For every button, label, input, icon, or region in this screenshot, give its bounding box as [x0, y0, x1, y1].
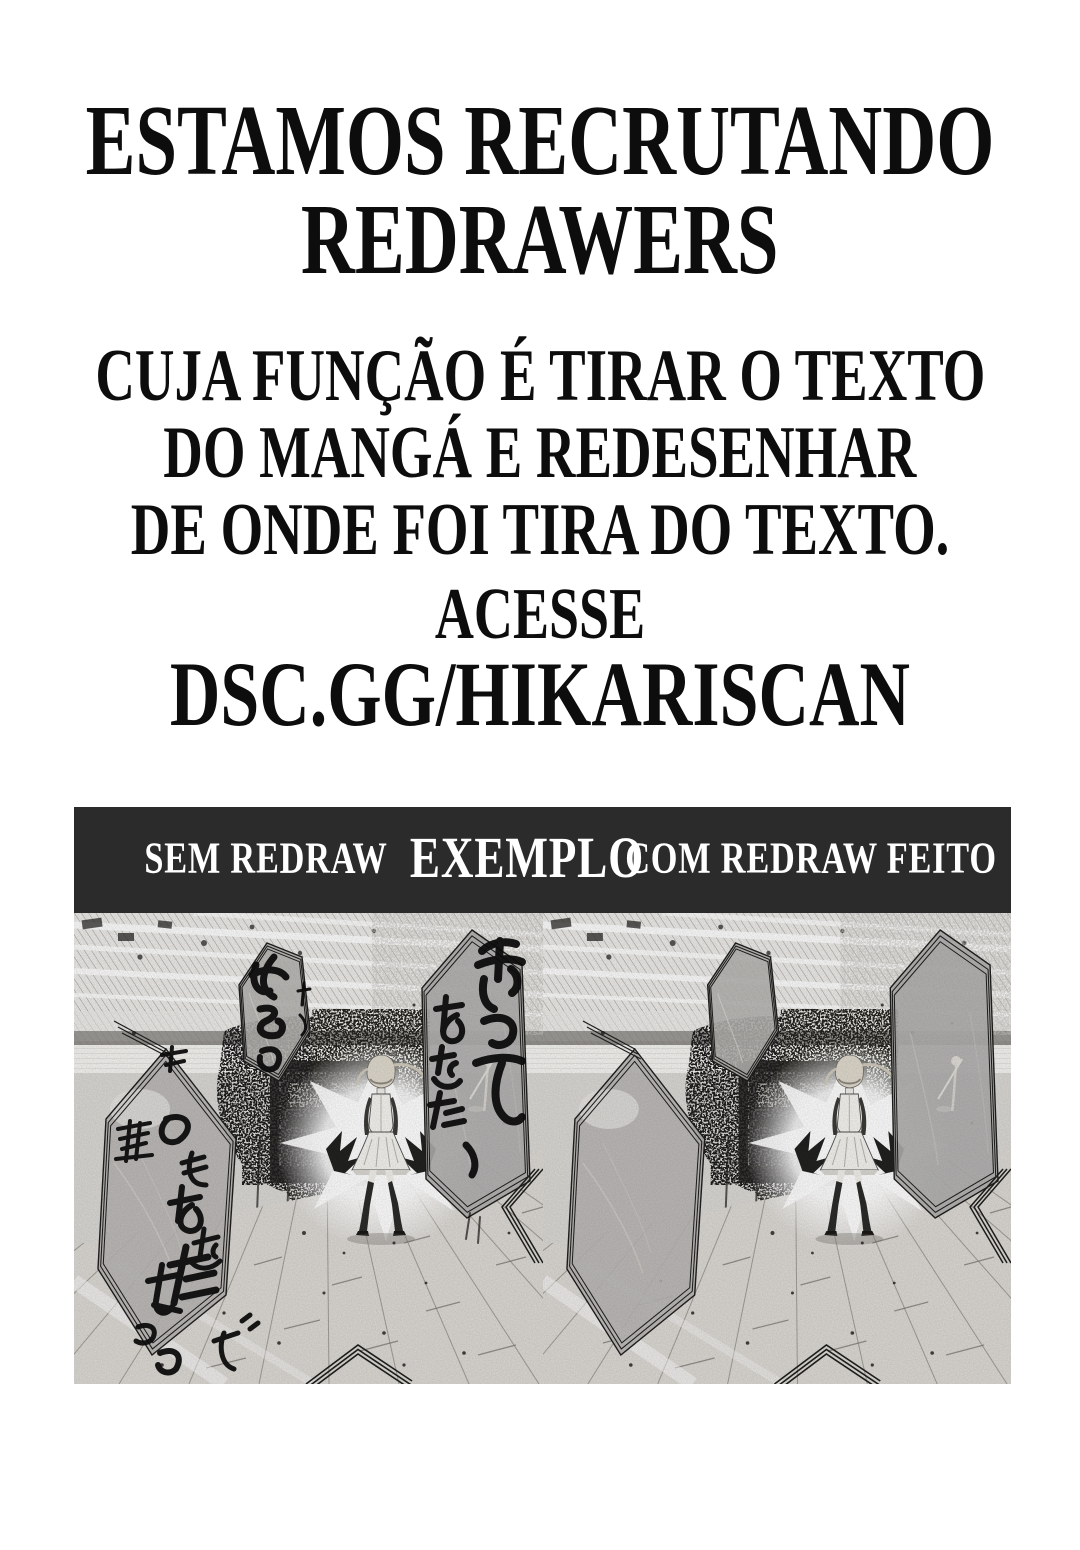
example-panels: [74, 913, 1011, 1384]
discord-url: DSC.GG/HIKARISCAN: [169, 643, 911, 745]
description-line-2: DO MANGÁ E REDESENHAR: [163, 412, 917, 494]
cta-label: ACESSE: [434, 573, 646, 654]
banner-label-sem-redraw: SEM REDRAW: [144, 833, 388, 883]
description-line-1: CUJA FUNÇÃO É TIRAR O TEXTO: [94, 335, 986, 417]
manga-panel-sem-redraw: [74, 913, 543, 1384]
manga-panel-com-redraw: [543, 913, 1011, 1384]
example-banner: [74, 807, 1011, 913]
banner-label-com-redraw: COM REDRAW FEITO: [625, 833, 997, 883]
description-line-3: DE ONDE FOI TIRA DO TEXTO.: [130, 489, 950, 571]
title-line-2: REDRAWERS: [301, 182, 779, 295]
description-paragraph: [0, 335, 1080, 571]
page-title: [0, 0, 1080, 295]
banner-title-exemplo: EXEMPLO: [409, 824, 645, 890]
title-line-1: ESTAMOS RECRUTANDO: [85, 83, 995, 196]
